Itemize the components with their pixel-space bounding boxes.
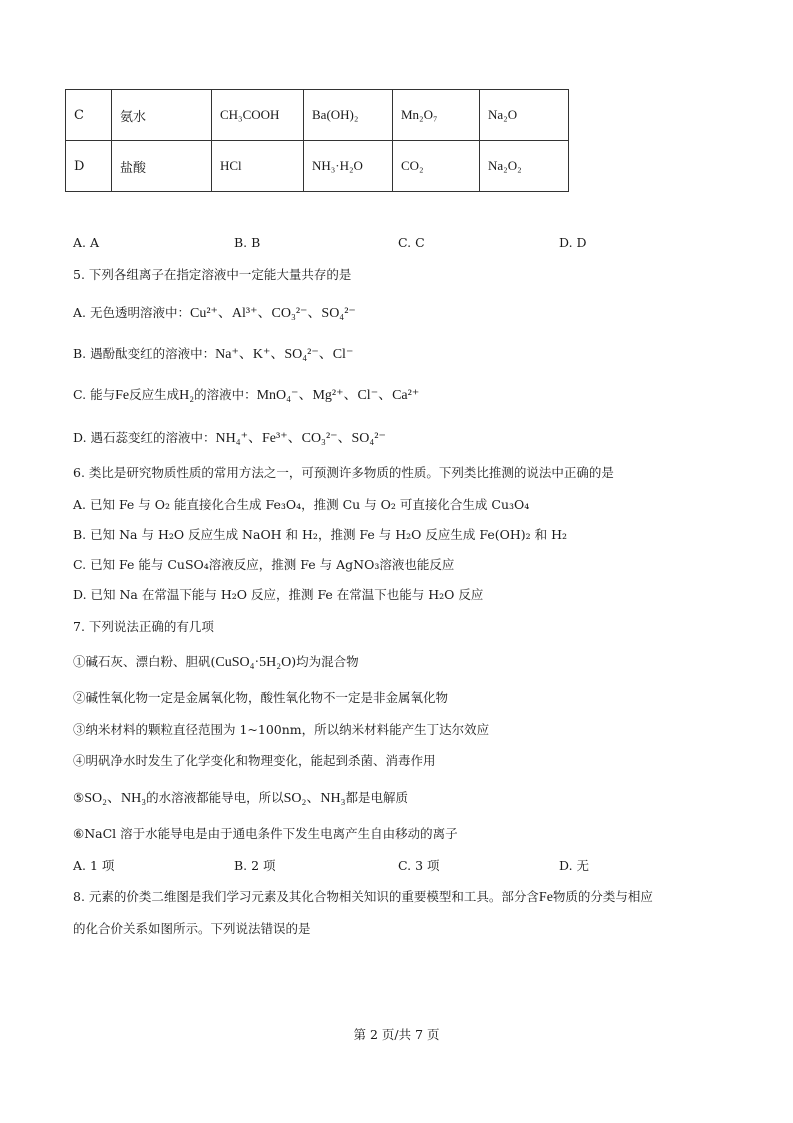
table-cell: 盐酸 (112, 141, 212, 192)
statement-text: ①碱石灰、漂白粉、胆矾( (73, 654, 216, 669)
q7-statement-5 (73, 787, 408, 807)
q6-stem: 6. 类比是研究物质性质的常用方法之一，可预测许多物质的性质。下列类比推测的说法中正确的是 (73, 465, 614, 480)
q6-option-b: B. 已知 Na 与 H₂O 反应生成 NaOH 和 H₂，推测 Fe 与 H₂O 反应生成 Fe(OH)₂ 和 H₂ (73, 527, 568, 542)
q4-option-d: D. D (559, 235, 587, 250)
formula: Fe (538, 890, 553, 905)
row-label: C (66, 90, 112, 141)
q5-option-d (73, 427, 386, 447)
q4-option-c: C. C (398, 235, 425, 250)
formula: H₂ (179, 388, 195, 403)
option-text: C. 能与 (73, 387, 116, 402)
q7-option-d: D. 无 (559, 858, 590, 873)
statement-text: )均为混合物 (291, 654, 359, 669)
q6-option-d: D. 已知 Na 在常温下能与 H₂O 反应，推测 Fe 在常温下也能与 H₂O 反应 (73, 587, 484, 602)
stem-text: 8. 元素的价类二维图是我们学习元素及其化合物相关知识的重要模型和工具。部分含 (73, 889, 539, 904)
row-label: D (66, 141, 112, 192)
table-cell: Ba(OH)₂ (304, 90, 393, 141)
statement-text: 的水溶液都能导电，所以 (146, 790, 284, 805)
table-cell: CO₂ (393, 141, 480, 192)
formula: SO₂、NH₃ (84, 791, 147, 806)
q4-option-a: A. A (73, 235, 100, 250)
option-text: D. 遇石蕊变红的溶液中： (73, 430, 216, 445)
q7-option-b: B. 2 项 (234, 858, 276, 873)
formula: CuSO₄·5H₂O (215, 655, 292, 670)
page-footer: 第 2 页/共 7 页 (353, 1027, 440, 1042)
table-cell: Na₂O (480, 90, 569, 141)
table-cell: CH₃COOH (212, 90, 304, 141)
stem-text: 物质的分类与相应 (552, 889, 653, 904)
table-cell: 氨水 (112, 90, 212, 141)
q7-statement-1 (73, 652, 359, 671)
q6-option-c: C. 已知 Fe 能与 CuSO₄溶液反应，推测 Fe 与 AgNO₃溶液也能反应 (73, 557, 455, 572)
q5-option-b (73, 343, 353, 363)
table-cell: NH₃·H₂O (304, 141, 393, 192)
q5-option-c (73, 384, 419, 404)
q6-option-a: A. 已知 Fe 与 O₂ 能直接化合生成 Fe₃O₄，推测 Cu 与 O₂ 可直接化合生成 Cu₃O₄ (73, 497, 530, 512)
q7-statement-6: ⑥NaCl 溶于水能导电是由于通电条件下发生电离产生自由移动的离子 (73, 826, 458, 841)
q4-option-b: B. B (234, 235, 261, 250)
option-text: A. 无色透明溶液中： (73, 305, 190, 320)
formula: SO₂、NH₃ (283, 791, 346, 806)
table-cell: HCl (212, 141, 304, 192)
option-text: 反应生成 (129, 387, 180, 402)
option-text: 的溶液中： (194, 387, 257, 402)
options-table (65, 89, 569, 192)
q7-stem: 7. 下列说法正确的有几项 (73, 619, 214, 634)
q7-option-c: C. 3 项 (398, 858, 440, 873)
ion-list: MnO₄⁻、Mg²⁺、Cl⁻、Ca²⁺ (256, 388, 420, 403)
formula: Fe (115, 388, 130, 403)
option-text: B. 遇酚酞变红的溶液中： (73, 346, 216, 361)
ion-list: Na⁺、K⁺、SO₄²⁻、Cl⁻ (215, 347, 354, 362)
table-cell: Na₂O₂ (480, 141, 569, 192)
q7-statement-2: ②碱性氧化物一定是金属氧化物，酸性氧化物不一定是非金属氧化物 (73, 690, 449, 705)
statement-text: ⑤ (73, 790, 85, 805)
q8-stem-line2: 的化合价关系如图所示。下列说法错误的是 (73, 921, 311, 936)
table-cell: Mn₂O₇ (393, 90, 480, 141)
q7-statement-4: ④明矾净水时发生了化学变化和物理变化，能起到杀菌、消毒作用 (73, 753, 436, 768)
table-row (66, 90, 569, 141)
statement-text: 都是电解质 (345, 790, 409, 805)
q7-option-a: A. 1 项 (73, 858, 115, 873)
q5-stem: 5. 下列各组离子在指定溶液中一定能大量共存的是 (73, 267, 352, 282)
q7-statement-3: ③纳米材料的颗粒直径范围为 1~100nm，所以纳米材料能产生丁达尔效应 (73, 722, 490, 737)
ion-list: Cu²⁺、Al³⁺、CO₃²⁻、SO₄²⁻ (189, 306, 356, 321)
table-row (66, 141, 569, 192)
q5-option-a (73, 302, 356, 322)
q8-stem-line1 (73, 887, 653, 906)
ion-list: NH₄⁺、Fe³⁺、CO₃²⁻、SO₄²⁻ (215, 431, 386, 446)
